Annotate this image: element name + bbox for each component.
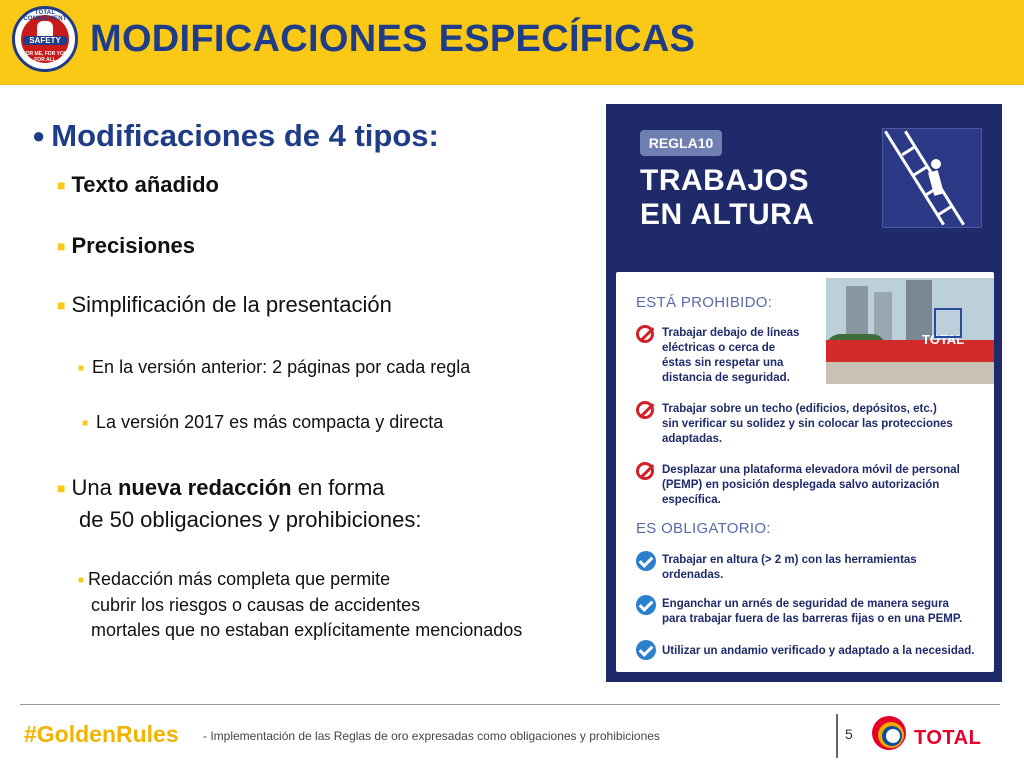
prohibido-item-1: Trabajar debajo de líneas eléctricas o cerca de éstas sin respetar una distancia de seguridad. xyxy=(662,327,800,384)
page-number: 5 xyxy=(845,726,853,742)
station-canopy xyxy=(826,340,994,362)
logo-ring-white xyxy=(886,729,900,743)
check-icon xyxy=(636,640,656,660)
item-precisiones xyxy=(57,233,195,259)
square-bullet-icon: ■ xyxy=(57,177,66,193)
square-bullet-icon: ■ xyxy=(57,297,66,313)
check-icon xyxy=(636,595,656,615)
worker-head xyxy=(931,159,941,169)
safety-logo xyxy=(12,6,78,72)
ladder-rung xyxy=(901,145,916,156)
prohibited-icon xyxy=(636,325,654,343)
ground xyxy=(826,362,994,384)
footer-hashtag: #GoldenRules xyxy=(24,721,179,747)
prohibido-item-2: Trabajar sobre un techo (edificios, depósitos, etc.) sin verificar su solidez y sin colocar las protecciones adaptadas. xyxy=(662,403,953,445)
redaccion-line-2: de 50 obligaciones y prohibiciones: xyxy=(79,507,422,532)
poster-title-line-1: TRABAJOS xyxy=(640,164,810,197)
logo-motto: FOR ME, FOR YOU FOR ALL xyxy=(22,51,68,63)
header-bar xyxy=(0,0,1024,85)
redaccion-post: en forma xyxy=(291,475,385,500)
check-icon xyxy=(636,551,656,571)
poster-title xyxy=(640,164,814,232)
sub-item-redaccion xyxy=(78,567,522,643)
prohibited-icon xyxy=(636,401,654,419)
logo-ring-text: TOTAL COMMITMENT xyxy=(23,10,67,22)
obligatorio-item-3: Utilizar un andamio verificado y adaptado a la necesidad. xyxy=(662,645,975,657)
redaccion-line-1 xyxy=(57,472,421,504)
regla-badge: REGLA10 xyxy=(640,130,722,156)
footer-note: - Implementación de las Reglas de oro expresadas como obligaciones y prohibiciones xyxy=(203,729,660,743)
ladder-worker-icon xyxy=(882,128,982,228)
footer-divider xyxy=(20,704,1000,705)
bullet-dot-icon: ● xyxy=(32,123,46,148)
poster-rules-card xyxy=(616,272,994,672)
sub-item-anterior xyxy=(78,357,470,378)
sub-item-anterior-label: En la versión anterior: 2 páginas por cada regla xyxy=(92,357,471,377)
sub-redaccion-line-1 xyxy=(78,567,522,593)
sub-redaccion-line-3: mortales que no estaban explícitamente mencionados xyxy=(91,620,523,640)
item-precisiones-label: Precisiones xyxy=(71,233,195,258)
prohibido-label: ESTÁ PROHIBIDO: xyxy=(636,294,773,311)
regla-poster xyxy=(606,104,1002,682)
sub-item-2017-label: La versión 2017 es más compacta y directa xyxy=(96,412,444,432)
square-bullet-icon: ■ xyxy=(78,363,85,374)
item-nueva-redaccion xyxy=(57,472,421,535)
logo-safety-text: SAFETY xyxy=(23,36,67,45)
square-bullet-icon: ■ xyxy=(57,238,66,254)
obligatorio-item-2: Enganchar un arnés de seguridad de manera segura para trabajar fuera de las barreras fijas o en una PEMP. xyxy=(662,598,963,625)
item-simplificacion-label: Simplificación de la presentación xyxy=(71,292,392,317)
obligatorio-label: ES OBLIGATORIO: xyxy=(636,520,771,537)
page-title: MODIFICACIONES ESPECÍFICAS xyxy=(90,18,696,60)
item-texto-anadido xyxy=(57,172,219,198)
ladder-rung xyxy=(937,205,952,216)
lift-platform xyxy=(934,308,962,338)
sub-redaccion-line-2: cubrir los riesgos o causas de accidentes xyxy=(91,595,421,615)
square-bullet-icon: ■ xyxy=(78,575,85,586)
prohibido-item-3: Desplazar una plataforma elevadora móvil de personal (PEMP) en posición desplegada salvo autorización específica. xyxy=(662,464,960,506)
poster-title-line-2: EN ALTURA xyxy=(640,198,815,231)
ladder-rung xyxy=(913,165,928,176)
item-simplificacion xyxy=(57,292,392,318)
main-heading-text: Modificaciones de 4 tipos: xyxy=(51,118,439,153)
total-logo-icon xyxy=(868,712,908,756)
prohibited-icon xyxy=(636,462,654,480)
redaccion-pre: Una xyxy=(71,475,118,500)
page-separator xyxy=(836,714,838,758)
main-heading xyxy=(32,118,439,154)
total-brand-text: TOTAL xyxy=(914,727,982,749)
item-texto-label: Texto añadido xyxy=(71,172,219,197)
obligatorio-item-1: Trabajar en altura (> 2 m) con las herramientas ordenadas. xyxy=(662,554,917,581)
sub-item-2017 xyxy=(82,412,443,433)
square-bullet-icon: ■ xyxy=(57,480,66,496)
redaccion-bold: nueva redacción xyxy=(117,475,292,500)
sub-redaccion-text-1: Redacción más completa que permite xyxy=(88,569,391,589)
station-brand-label: TOTAL xyxy=(922,332,965,347)
square-bullet-icon: ■ xyxy=(82,418,89,429)
gas-station-photo xyxy=(826,278,994,384)
